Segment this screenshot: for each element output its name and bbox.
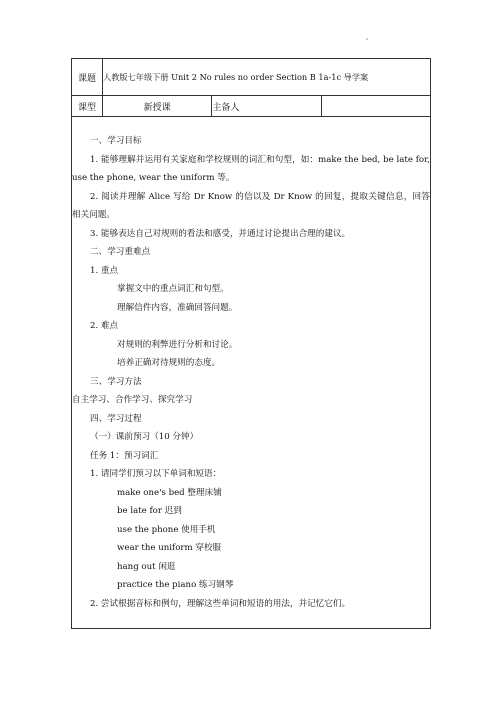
section-keypoints-heading: 二、学习重难点 xyxy=(90,247,151,257)
objective-3: 3. 能够表达自己对规则的看法和感受，并通过讨论提出合理的建议。 xyxy=(90,228,351,239)
objective-2: 2. 阅读并理解 Alice 写给 Dr Know 的信以及 Dr Know 的回复，提取关键信息，回答相关问题。 xyxy=(72,191,430,220)
title-value: 人教版七年级下册 Unit 2 No rules no order Section B 1a-1c 导学案 xyxy=(103,59,431,96)
task-1-title: 任务 1：预习词汇 xyxy=(90,450,159,461)
difficulty-label: 2. 难点 xyxy=(90,321,119,331)
vocab-item: hang out 闲逛 xyxy=(117,561,176,572)
vocab-item: practice the piano 练习钢琴 xyxy=(117,580,234,590)
type-row xyxy=(72,96,431,117)
objective-1: 1. 能够理解并运用有关家庭和学校规则的词汇和句型，如：make the bed, be late for, use the phone, wear the uniform 等。 xyxy=(72,154,430,183)
section-process-heading: 四、学习过程 xyxy=(90,413,142,424)
difficulty-b: 培养正确对待规则的态度。 xyxy=(117,358,221,368)
vocab-item: use the phone 使用手机 xyxy=(117,524,216,535)
type-label: 课型 xyxy=(72,96,103,117)
difficulty-a: 对规则的利弊进行分析和讨论。 xyxy=(117,339,238,350)
scan-dot xyxy=(366,38,368,40)
keypoint-label: 1. 重点 xyxy=(90,265,119,276)
vocab-item: be late for 迟到 xyxy=(117,506,182,516)
lesson-plan-table xyxy=(71,58,431,629)
vocab-item: wear the uniform 穿校服 xyxy=(117,543,222,553)
task-1-item-1: 1. 请同学们预习以下单词和短语： xyxy=(90,469,222,479)
title-row xyxy=(72,59,431,96)
content-row xyxy=(72,117,431,629)
owner-value xyxy=(321,96,430,117)
keypoint-b: 理解信件内容，准确回答问题。 xyxy=(117,302,238,313)
owner-label: 主备人 xyxy=(212,96,321,117)
vocab-item: make one's bed 整理床铺 xyxy=(117,487,222,498)
title-label: 课题 xyxy=(72,59,103,96)
content-cell xyxy=(72,117,431,629)
task-1-item-2: 2. 尝试根据音标和例句，理解这些单词和短语的用法，并记忆它们。 xyxy=(90,598,351,609)
section-objectives-heading: 一、学习目标 xyxy=(90,136,142,146)
preview-subheading: （一）课前预习（10 分钟） xyxy=(90,432,199,442)
keypoint-a: 掌握文中的重点词汇和句型。 xyxy=(117,284,229,294)
section-methods-heading: 三、学习方法 xyxy=(90,376,142,387)
type-value: 新授课 xyxy=(103,96,212,117)
methods-text: 自主学习、合作学习、探究学习 xyxy=(72,395,193,405)
